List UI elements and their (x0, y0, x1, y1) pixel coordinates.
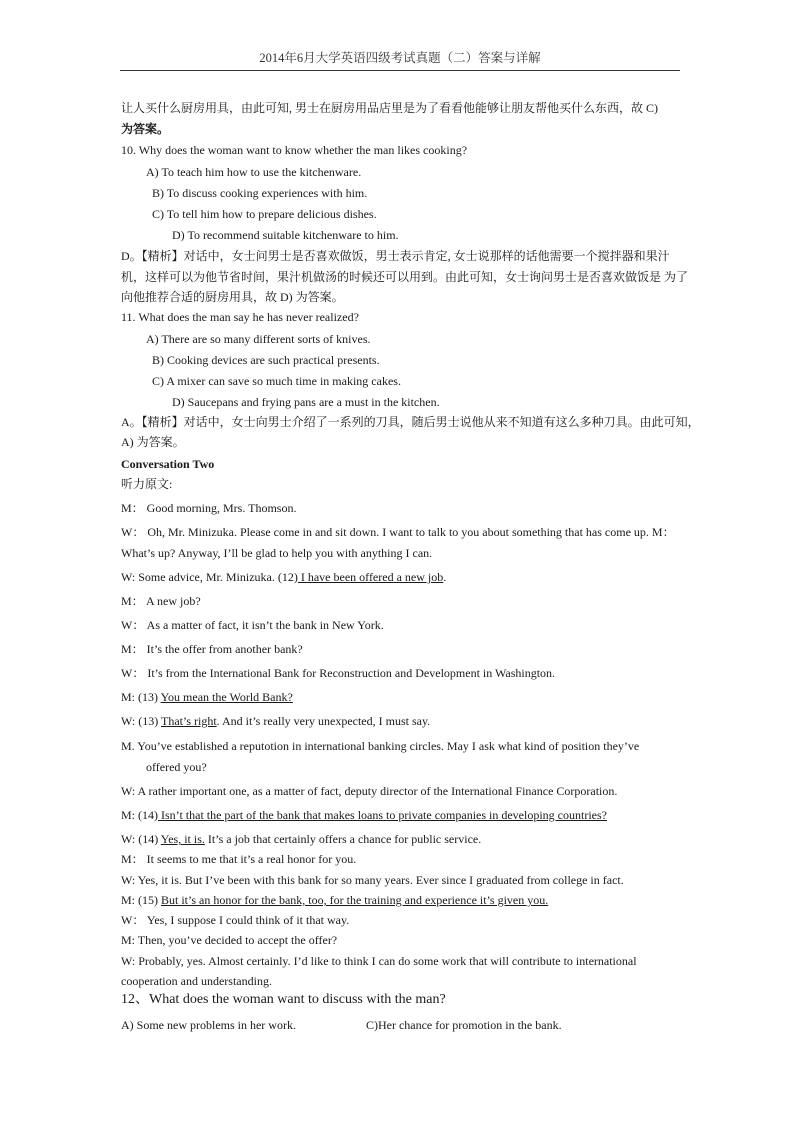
text-line (172, 394, 440, 410)
text-line (121, 593, 201, 609)
line-text: 12、What does the woman want to discuss with the man? (121, 992, 446, 1007)
line-text: W： Yes, I suppose I could think of it that way. (121, 913, 350, 927)
text-line (152, 352, 380, 368)
underlined-answer: I have been offered a new job (297, 570, 444, 584)
text-line (121, 456, 214, 472)
line-text: W: Probably, yes. Almost certainly. I’d like to think I can do some work that will contribute to international (121, 954, 637, 968)
line-text: 10. Why does the woman want to know whether the man likes cooking? (121, 143, 468, 157)
line-text: . (443, 570, 447, 584)
line-text: M. You’ve established a reputotion in international banking circles. May I ask what kind of position they’ve (121, 739, 640, 753)
text-line (121, 892, 548, 908)
line-text: M： It seems to me that it’s a real honor for you. (121, 852, 357, 866)
text-line (121, 665, 555, 681)
line-text: A) 为答案。 (121, 435, 185, 449)
text-line (121, 932, 337, 948)
text-line (172, 227, 399, 243)
text-line (121, 100, 658, 116)
line-text: W: A rather important one, as a matter of fact, deputy director of the International Finance Corporation. (121, 784, 618, 798)
text-line (121, 641, 303, 657)
line-text: 为答案。 (121, 122, 170, 136)
text-line (121, 142, 467, 158)
line-text: cooperation and understanding. (121, 974, 272, 988)
text-line (121, 309, 359, 325)
line-text: B) To discuss cooking experiences with him. (152, 186, 368, 200)
line-text: A) There are so many different sorts of knives. (146, 332, 371, 346)
line-text: B) Cooking devices are such practical presents. (152, 353, 380, 367)
line-text: M: Then, you’ve decided to accept the offer? (121, 933, 338, 947)
line-text: W: Some advice, Mr. Minizuka. (12) (121, 570, 298, 584)
header-rule (120, 70, 680, 71)
text-line (152, 185, 367, 201)
page-header: 2014年6月大学英语四级考试真题（二）答案与详解 (259, 51, 541, 65)
line-text: M： It’s the offer from another bank? (121, 642, 303, 656)
text-line (146, 164, 361, 180)
text-line (121, 872, 624, 888)
line-text: M: (14) (121, 808, 158, 822)
line-text: 让人买什么厨房用具，由此可知, 男士在厨房用品店里是为了看看他能够让朋友帮他买什么东西，故 C) (121, 101, 659, 115)
underlined-answer: Isn’t that the part of the bank that makes loans to private companies in developing countries? (158, 808, 607, 822)
text-line (121, 476, 172, 492)
option-c: C)Her chance for promotion in the bank. (365, 1018, 562, 1032)
text-line (121, 738, 639, 754)
text-line (121, 807, 607, 823)
line-text: M: (15) (121, 893, 161, 907)
line-text: W： It’s from the International Bank for Reconstruction and Development in Washington. (121, 666, 556, 680)
line-text: A) Some new problems in her work. (121, 1018, 296, 1032)
line-text: D) Saucepans and frying pans are a must in the kitchen. (172, 395, 440, 409)
line-text: C) A mixer can save so much time in making cakes. (152, 374, 401, 388)
text-line (152, 206, 377, 222)
line-text: C) To tell him how to prepare delicious dishes. (152, 207, 377, 221)
line-text: D) To recommend suitable kitchenware to him. (172, 228, 399, 242)
text-line (121, 121, 169, 137)
text-line (121, 1017, 562, 1033)
underlined-answer: Yes, it is. (160, 832, 205, 846)
underlined-answer: You mean the World Bank? (160, 690, 293, 704)
text-line (121, 524, 675, 540)
line-text: Conversation Two (121, 457, 215, 471)
text-line (121, 851, 356, 867)
text-line (121, 289, 344, 305)
text-line (121, 617, 384, 633)
text-line (121, 783, 617, 799)
line-text: W: (14) (121, 832, 161, 846)
underlined-answer: But it’s an honor for the bank, too, for the training and experience it’s given you. (161, 893, 549, 907)
line-text: W： Oh, Mr. Minizuka. Please come in and sit down. I want to talk to you about something that has come up. M： (121, 525, 675, 539)
line-text: M： A new job? (121, 594, 201, 608)
text-line (121, 973, 272, 989)
text-line (121, 545, 432, 561)
text-line (146, 331, 371, 347)
text-line (121, 953, 637, 969)
text-line (121, 248, 670, 264)
line-text: D。【精析】对话中，女士问男士是否喜欢做饭，男士表示肯定, 女士说那样的话他需要一个搅拌器和果汁 (121, 249, 670, 263)
text-line (152, 373, 401, 389)
line-text: M: (13) (121, 690, 161, 704)
line-text: 向他推荐合适的厨房用具，故 D) 为答案。 (121, 290, 344, 304)
line-text: W: Yes, it is. But I’ve been with this bank for so many years. Ever since I graduated from college in fact. (121, 873, 624, 887)
line-text: . And it’s really very unexpected, I must say. (216, 714, 431, 728)
text-line (121, 414, 700, 430)
line-text: A) To teach him how to use the kitchenware. (146, 165, 362, 179)
line-text: A。【精析】对话中，女士向男士介绍了一系列的刀具，随后男士说他从来不知道有这么多种刀具。由此可知， (121, 415, 700, 429)
text-line (121, 912, 349, 928)
line-text: What’s up? Anyway, I’ll be glad to help you with anything I can. (121, 546, 433, 560)
text-line (121, 434, 185, 450)
text-line (121, 689, 293, 705)
line-text: offered you? (146, 760, 207, 774)
line-text: It’s a job that certainly offers a chance for public service. (204, 832, 482, 846)
text-line (121, 713, 430, 729)
text-line (121, 831, 481, 847)
text-line (146, 759, 207, 775)
line-text: 11. What does the man say he has never realized? (121, 310, 359, 324)
text-line (121, 569, 446, 585)
line-text: 机，这样可以为他节省时间，果汁机做汤的时候还可以用到。由此可知，女士询问男士是否喜欢做饭是 为了 (121, 270, 689, 284)
line-text: W： As a matter of fact, it isn’t the bank in New York. (121, 618, 384, 632)
text-line (121, 992, 446, 1008)
line-text: W: (13) (121, 714, 161, 728)
text-line (121, 269, 688, 285)
line-text: 听力原文: (121, 477, 173, 491)
underlined-answer: That’s right (161, 714, 217, 728)
line-text: M： Good morning, Mrs. Thomson. (121, 501, 297, 515)
text-line (121, 500, 296, 516)
